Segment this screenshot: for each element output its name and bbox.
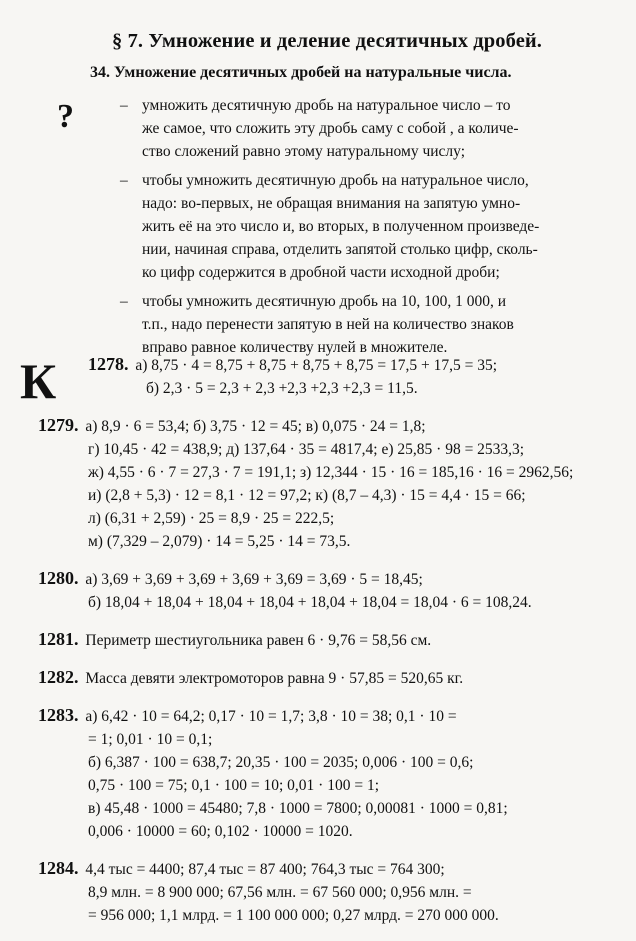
- problem-text: а) 6,42 · 10 = 64,2; 0,17 · 10 = 1,7; 3,8 · 10 = 38; 0,1 · 10 =: [85, 708, 457, 725]
- problem-line: ж) 4,55 · 6 · 7 = 27,3 · 7 = 191,1; з) 12,344 · 15 · 16 = 185,16 · 16 = 2962,56;: [88, 464, 574, 481]
- rule-line: ко цифр содержится в дробной части исходной дроби;: [142, 264, 500, 281]
- rule-line: жить её на это число и, во вторых, в полученном произведе-: [142, 218, 540, 235]
- rule-line: чтобы умножить десятичную дробь на 10, 100, 1 000, и: [142, 293, 506, 310]
- problem-line: л) (6,31 + 2,59) · 25 = 8,9 · 25 = 222,5;: [88, 510, 335, 527]
- problem-text: а) 3,69 + 3,69 + 3,69 + 3,69 + 3,69 = 3,69 · 5 = 18,45;: [85, 571, 423, 588]
- problem-line: [38, 628, 628, 652]
- problem-line: [38, 704, 628, 728]
- problem-line: [38, 857, 628, 881]
- problem-number: 1278.: [88, 354, 129, 374]
- rule-item: [120, 169, 620, 284]
- rule-item: [120, 290, 620, 359]
- problem-line: б) 6,387 · 100 = 638,7; 20,35 · 100 = 2035; 0,006 · 100 = 0,6;: [88, 754, 474, 771]
- rule-line: же самое, что сложить эту дробь саму с собой , а количе-: [142, 120, 519, 137]
- problem-line: б) 2,3 · 5 = 2,3 + 2,3 +2,3 +2,3 +2,3 = 11,5.: [146, 380, 418, 397]
- rule-line: вправо равное количеству нулей в множителе.: [142, 339, 448, 356]
- section-title: § 7. Умножение и деление десятичных дробей.: [112, 30, 543, 52]
- problem-line: и) (2,8 + 5,3) · 12 = 8,1 · 12 = 97,2; к) (8,7 – 4,3) · 15 = 4,4 · 15 = 66;: [88, 487, 526, 504]
- problem-text: а) 8,75 · 4 = 8,75 + 8,75 + 8,75 + 8,75 = 17,5 + 17,5 = 35;: [135, 357, 498, 374]
- problem-text: 4,4 тыс = 4400; 87,4 тыс = 87 400; 764,3 тыс = 764 300;: [85, 861, 445, 878]
- rule-dash: –: [120, 97, 128, 114]
- problem-1283: [38, 704, 628, 843]
- problem-1280: [38, 567, 628, 614]
- rule-item: [120, 94, 620, 163]
- rule-line: нии, начиная справа, отделить запятой столько цифр, сколь-: [142, 241, 538, 258]
- rule-line: чтобы умножить десятичную дробь на натуральное число,: [142, 172, 529, 189]
- problem-line: [38, 414, 628, 438]
- k-marker: К: [20, 353, 57, 409]
- rule-line: т.п., надо перенести запятую в ней на количество знаков: [142, 316, 514, 333]
- rule-line: надо: во-первых, не обращая внимания на запятую умно-: [142, 195, 521, 212]
- problem-line: в) 45,48 · 1000 = 45480; 7,8 · 1000 = 7800; 0,00081 · 1000 = 0,81;: [88, 800, 508, 817]
- problem-1282: [38, 666, 628, 690]
- subsection-title: 34. Умножение десятичных дробей на натуральные числа.: [90, 64, 512, 81]
- problem-line: [38, 666, 628, 690]
- problem-line: = 956 000; 1,1 млрд. = 1 100 000 000; 0,27 млрд. = 270 000 000.: [88, 907, 499, 924]
- problem-1281: [38, 628, 628, 652]
- problem-number: 1281.: [38, 629, 79, 649]
- rule-dash: –: [120, 172, 128, 189]
- problems-list: [38, 353, 628, 941]
- problem-line: [38, 567, 628, 591]
- rule-dash: –: [120, 293, 128, 310]
- problem-number: 1282.: [38, 667, 79, 687]
- problem-line: = 1; 0,01 · 10 = 0,1;: [88, 731, 213, 748]
- problem-number: 1284.: [38, 858, 79, 878]
- problem-line: 0,006 · 10000 = 60; 0,102 · 10000 = 1020.: [88, 823, 353, 840]
- problem-line: 8,9 млн. = 8 900 000; 67,56 млн. = 67 560 000; 0,956 млн. =: [88, 884, 472, 901]
- problem-text: Масса девяти электромоторов равна 9 · 57,85 = 520,65 кг.: [85, 670, 464, 687]
- problem-line: б) 18,04 + 18,04 + 18,04 + 18,04 + 18,04 + 18,04 = 18,04 · 6 = 108,24.: [88, 594, 532, 611]
- problem-text: а) 8,9 · 6 = 53,4; б) 3,75 · 12 = 45; в) 0,075 · 24 = 1,8;: [85, 418, 426, 435]
- problem-1279: [38, 414, 628, 553]
- rule-line: ство сложений равно этому натуральному числу;: [142, 143, 465, 160]
- problem-line: г) 10,45 · 42 = 438,9; д) 137,64 · 35 = 4817,4; е) 25,85 · 98 = 2533,3;: [88, 441, 525, 458]
- problem-number: 1279.: [38, 415, 79, 435]
- problem-line: [88, 353, 628, 377]
- problem-1278: [38, 353, 628, 400]
- problem-1284: [38, 857, 628, 927]
- question-marker: ?: [57, 98, 74, 135]
- problem-line: 0,75 · 100 = 75; 0,1 · 100 = 10; 0,01 · 100 = 1;: [88, 777, 380, 794]
- rule-line: умножить десятичную дробь на натуральное число – то: [142, 97, 511, 114]
- rules-list: [120, 94, 620, 365]
- problem-text: Периметр шестиугольника равен 6 · 9,76 = 58,56 см.: [85, 632, 432, 649]
- problem-number: 1280.: [38, 568, 79, 588]
- problem-line: м) (7,329 – 2,079) · 14 = 5,25 · 14 = 73,5.: [88, 533, 351, 550]
- problem-number: 1283.: [38, 705, 79, 725]
